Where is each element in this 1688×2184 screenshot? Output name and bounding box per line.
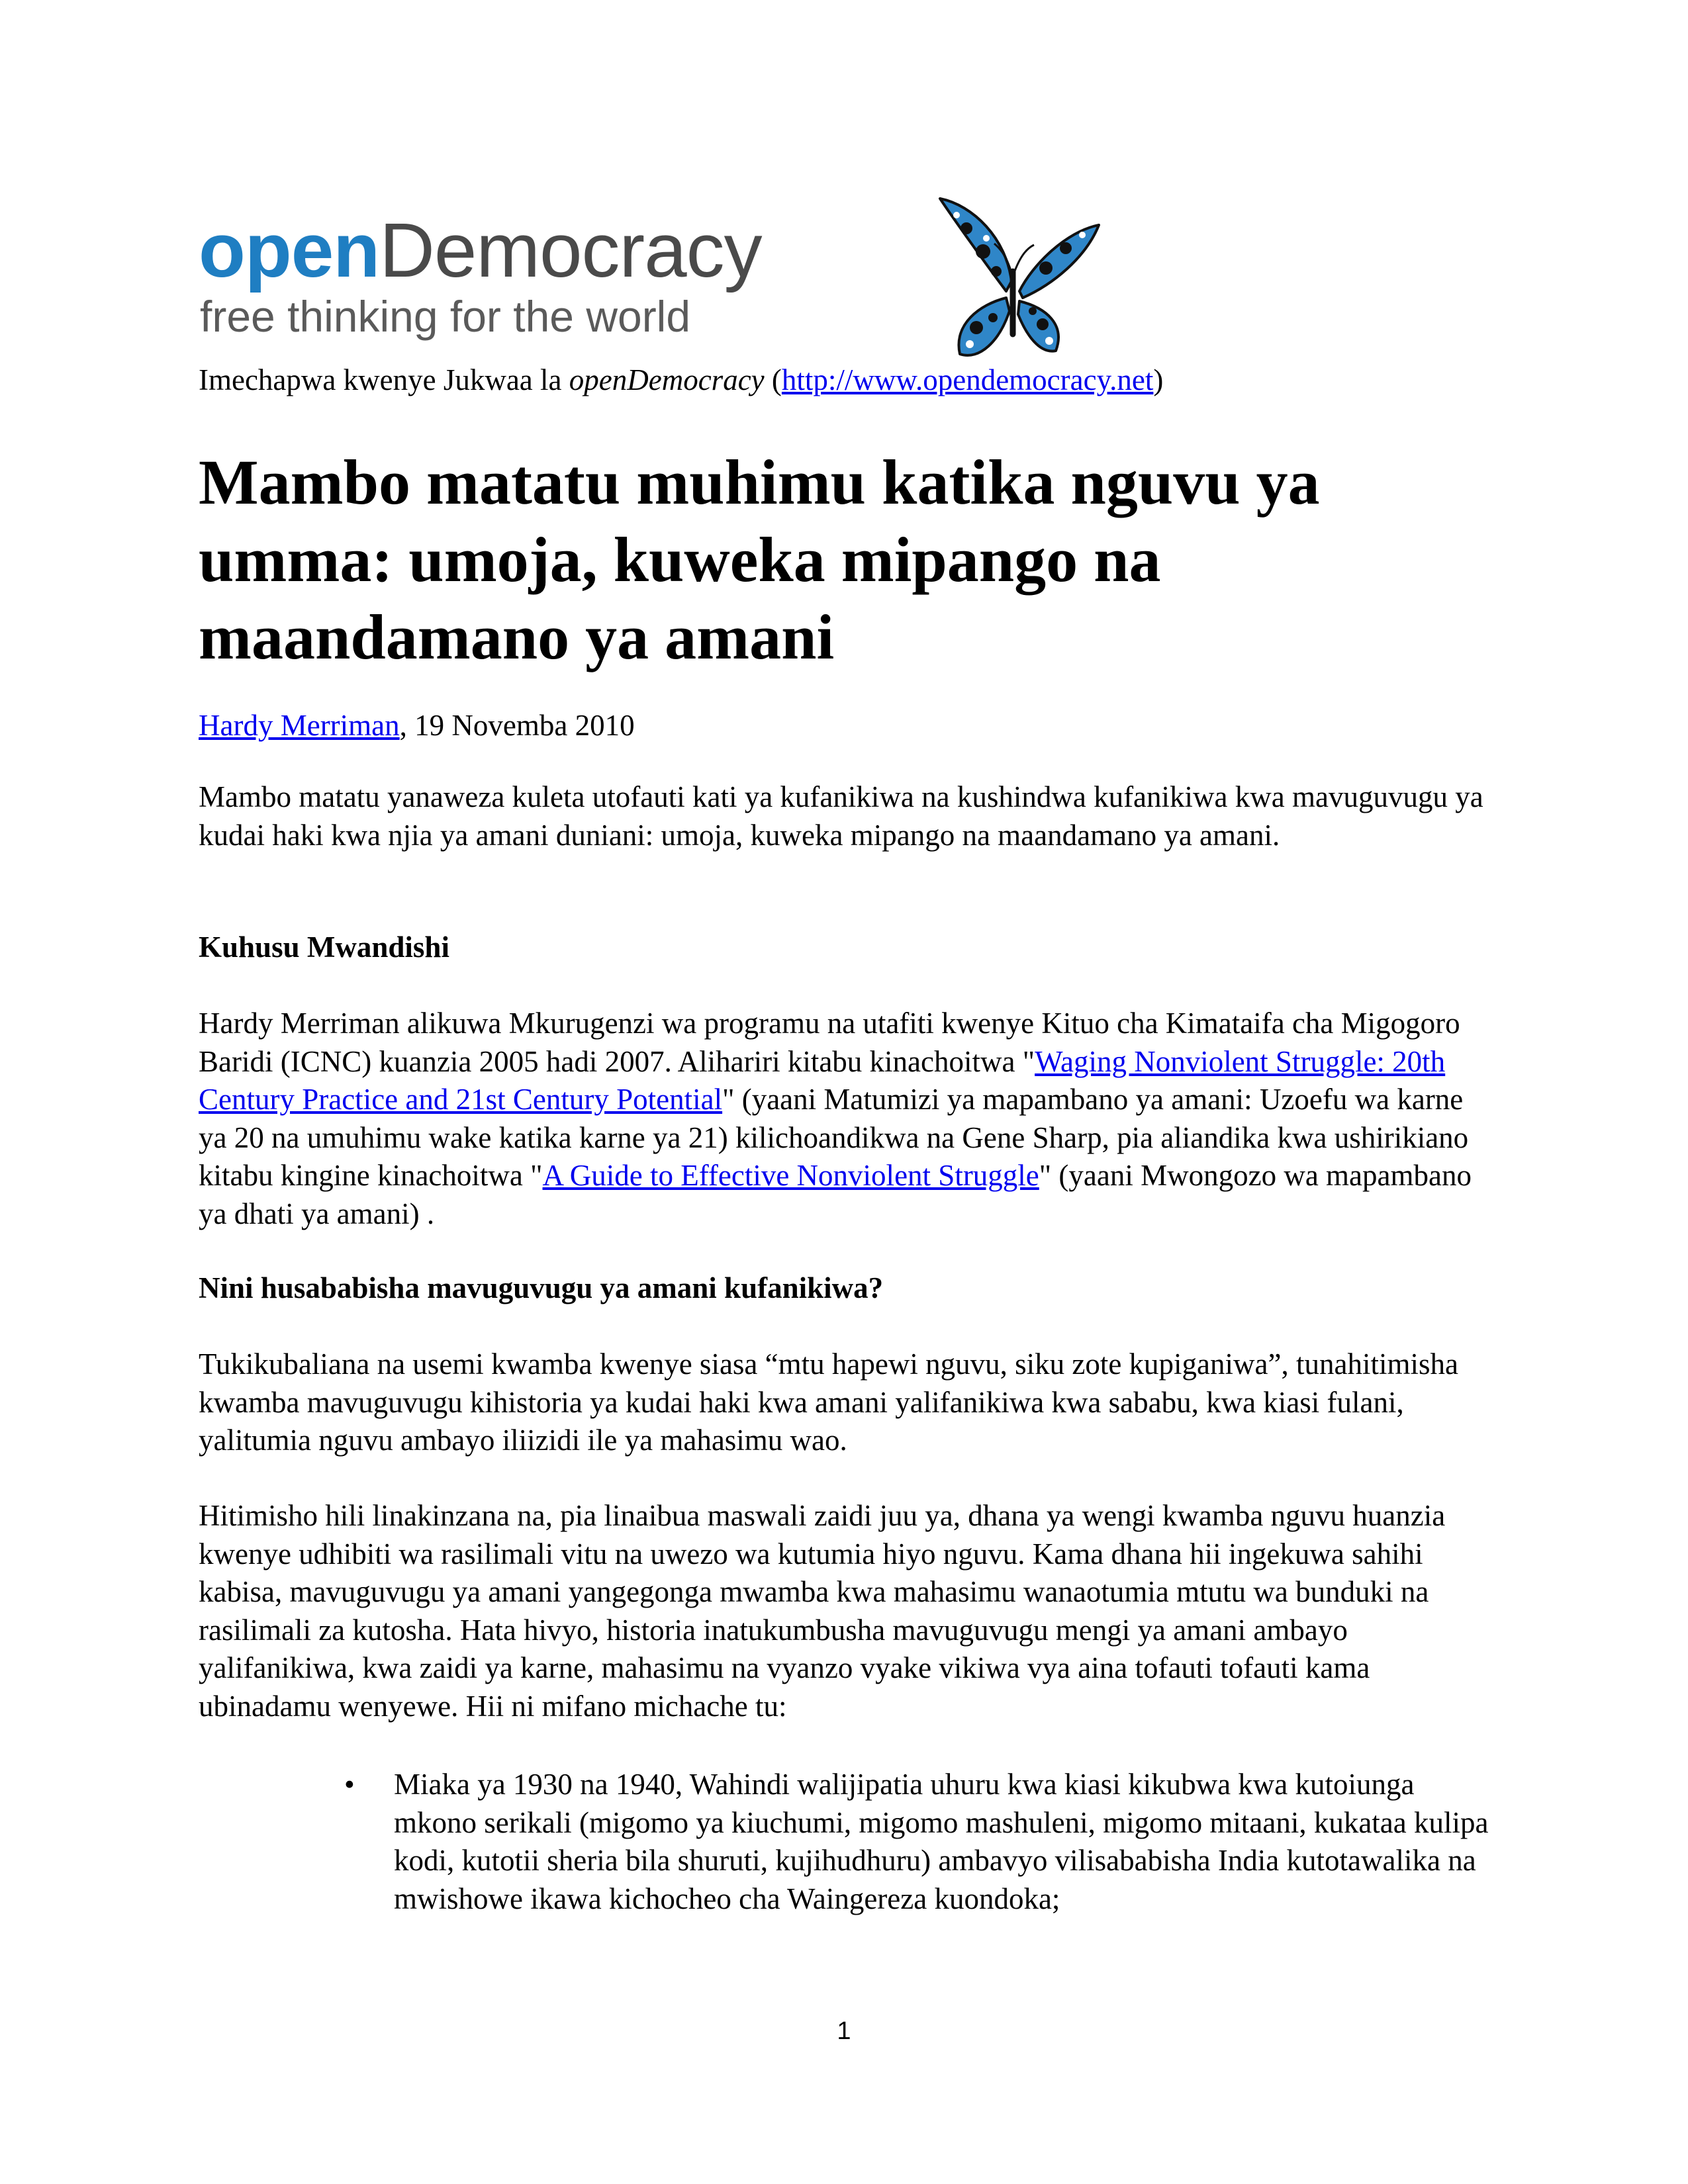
list-item-text: Miaka ya 1930 na 1940, Wahindi walijipatia uhuru kwa kiasi kikubwa kwa kutoiunga mkono serikali (migomo ya kiuchumi, migomo mashuleni, migomo mitaani, kukataa kulipa kodi, kutotii sheria bila shuruti, kujihudhuru) ambavyo vilisababisha India kutotawalika na mwishowe ikawa kichocheo cha Waingereza kuondoka; [394,1768,1489,1915]
section-heading: Nini husababisha mavuguvugu ya amani kufanikiwa? [199,1271,884,1304]
logo-open-text: open [199,207,380,293]
opendemocracy-logo [199,192,1125,371]
book-link-waging[interactable]: Waging Nonviolent Struggle: 20th Century Practice and 21st Century Potential [199,1044,1446,1116]
about-author-paragraph [199,1005,1496,1233]
about-author-heading: Kuhusu Mwandishi [199,931,449,964]
butterfly-icon [914,192,1105,371]
bullet-icon: • [344,1768,355,1801]
logo-democracy-text: Democracy [379,207,762,293]
page-number: 1 [837,2017,851,2045]
list-item [344,1766,1496,1918]
article-title: Mambo matatu muhimu katika nguvu ya umma: umoja, kuweka mipango na maandamano ya amani [199,447,1320,672]
body-paragraph-2: Hitimisho hili linakinzana na, pia linaibua maswali zaidi juu ya, dhana ya wengi kwamba nguvu huanzia kwenye udhibiti wa rasilimali vitu na uwezo wa kutumia hiyo nguvu. Kama dhana hii ingekuwa sahihi kabisa, mavuguvugu ya amani yangegonga mwamba kwa mahasimu wanaotumia mtutu wa bunduki na rasilimali za kutosha. Hata hivyo, historia inatukumbusha mavuguvugu mengi ya amani ambayo yalifanikiwa, kwa zaidi ya karne, mahasimu na vyanzo vyake vikiwa vya aina tofauti tofauti kama ubinadamu wenyewe. Hii ni mifano michache tu: [199,1499,1446,1723]
body-paragraph-1: Tukikubaliana na usemi kwamba kwenye siasa “mtu hapewi nguvu, siku zote kupiganiwa”, tunahitimisha kwamba mavuguvugu kihistoria ya kudai haki kwa amani yalifanikiwa kwa sababu, kwa kiasi fulani, yalitumia nguvu ambayo iliizidi ile ya mahasimu wao. [199,1347,1458,1457]
about-text-3: " (yaani Mwongozo wa mapambano ya dhati ya amani) . [199,1159,1472,1230]
source-paren-close: ) [1153,363,1164,396]
logo-tagline: free thinking for the world [200,292,691,341]
source-url-link[interactable]: http://www.opendemocracy.net [781,363,1154,396]
author-link[interactable]: Hardy Merriman [199,709,400,742]
source-prefix: Imechapwa kwenye Jukwaa la [199,363,569,396]
about-text-2: " (yaani Matumizi ya mapambano ya amani: Uzoefu wa karne ya 20 na umuhimu wake katika karne ya 21) kilichoandikwa na Gene Sharp, pia aliandika kwa ushirikiano kitabu kingine kinachoitwa " [199,1083,1469,1192]
publication-name: openDemocracy [569,363,765,396]
source-line [199,363,1163,397]
book-link-guide[interactable]: A Guide to Effective Nonviolent Struggle [542,1159,1039,1192]
byline [199,708,635,743]
publish-date: , 19 Novemba 2010 [399,709,635,742]
source-paren-open: ( [764,363,782,396]
about-text-1: Hardy Merriman alikuwa Mkurugenzi wa programu na utafiti kwenye Kituo cha Kimataifa cha Migogoro Baridi (ICNC) kuanzia 2005 hadi 2007. Alihariri kitabu kinachoitwa " [199,1007,1460,1078]
examples-list [344,1766,1496,1918]
logo-wordmark [199,207,762,293]
intro-paragraph: Mambo matatu yanaweza kuleta utofauti kati ya kufanikiwa na kushindwa kufanikiwa kwa mavuguvugu ya kudai haki kwa njia ya amani duniani: umoja, kuweka mipango na maandamano ya amani. [199,780,1483,852]
